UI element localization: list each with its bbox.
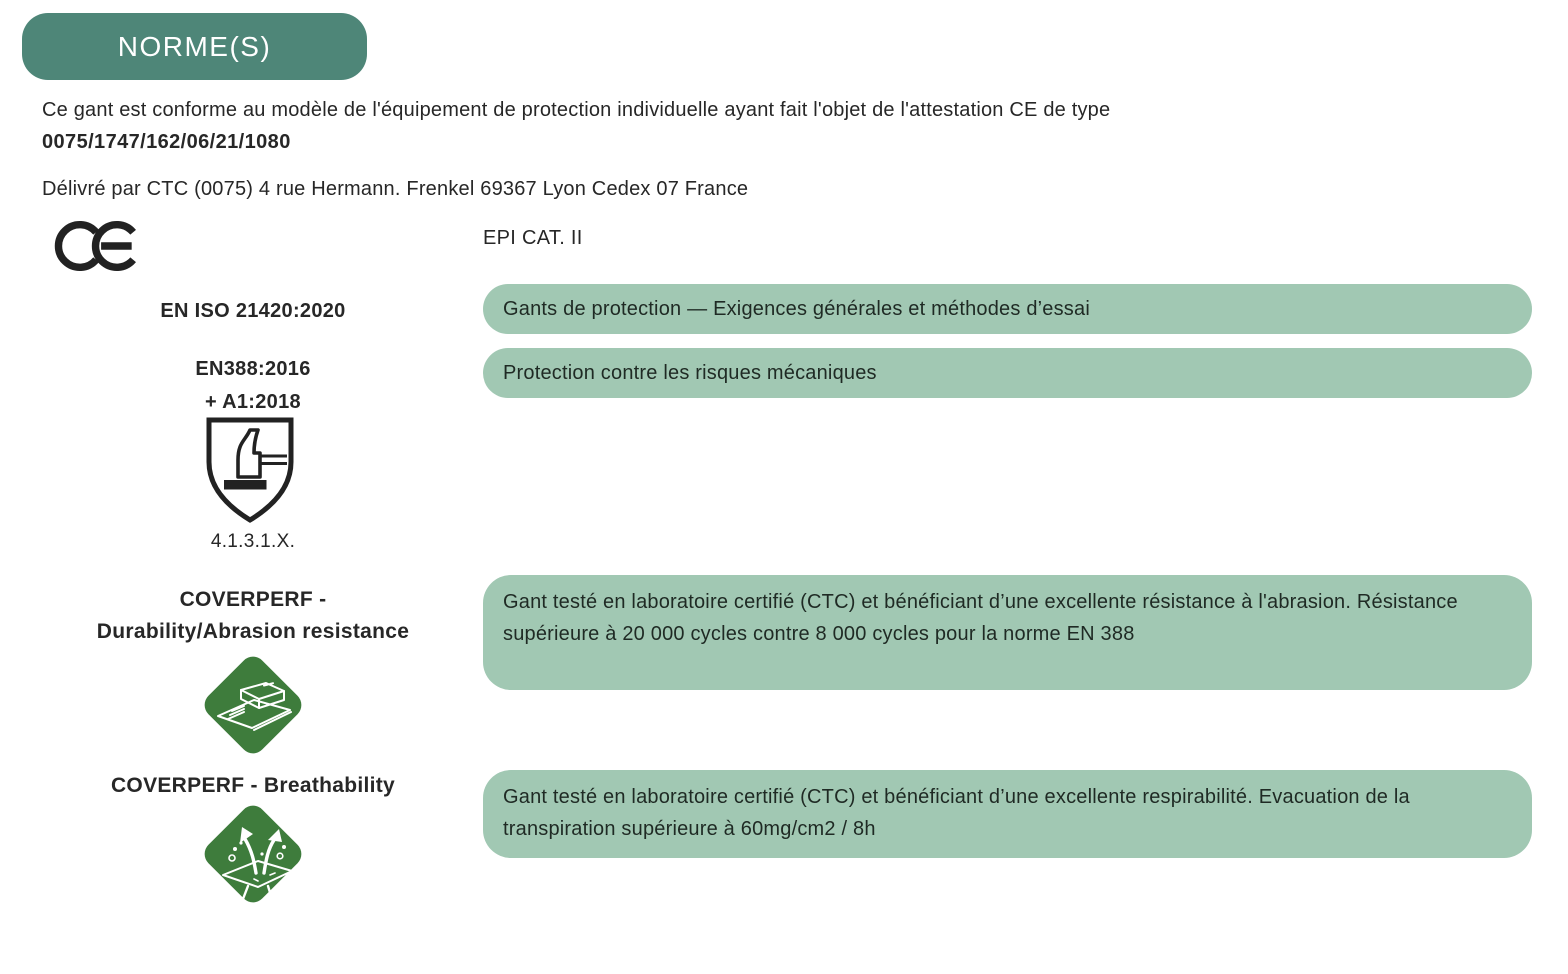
breathability-description-box [483, 770, 1532, 858]
section-title-pill [22, 13, 367, 80]
en388-rating: 4.1.3.1.X. [210, 531, 296, 552]
standard-description-badge [483, 284, 1532, 334]
certificate-number: 0075/1747/162/06/21/1080 [42, 131, 291, 153]
abrasion-resistance-diamond-icon [198, 650, 308, 760]
standard-description: Gants de protection — Exigences générales et méthodes d’essai [503, 297, 1090, 320]
coverperf-durability-heading: COVERPERF - Durability/Abrasion resistance [96, 588, 410, 643]
ce-marking-icon [52, 219, 140, 273]
breathability-diamond-icon [198, 799, 308, 909]
durability-description: Gant testé en laboratoire certifié (CTC) et bénéficiant d’une excellente résistance à l'abrasion. Résistance supérieure à 20 000 cycles contre 8 000 cycles pour la norme EN 388 [503, 591, 1458, 645]
standard-name-en-iso-21420: EN ISO 21420:2020 [160, 300, 346, 322]
standard-name-en388: EN388:2016 + A1:2018 [195, 358, 311, 413]
section-title: NORME(S) [117, 30, 272, 62]
issuer-line: Délivré par CTC (0075) 4 rue Hermann. Frenkel 69367 Lyon Cedex 07 France [42, 178, 749, 200]
en388-shield-icon [203, 417, 297, 523]
standard-description: Protection contre les risques mécaniques [503, 361, 877, 384]
durability-description-box [483, 575, 1532, 690]
coverperf-breathability-heading: COVERPERF - Breathability [110, 774, 396, 797]
standard-description-badge [483, 348, 1532, 398]
epi-category: EPI CAT. II [483, 227, 583, 249]
conformity-statement: Ce gant est conforme au modèle de l'équipement de protection individuelle ayant fait l'objet de l'attestation CE de type [42, 99, 1111, 121]
breathability-description: Gant testé en laboratoire certifié (CTC) et bénéficiant d’une excellente respirabilité. Evacuation de la transpiration supérieure à 60mg/cm2 / 8h [503, 786, 1410, 840]
